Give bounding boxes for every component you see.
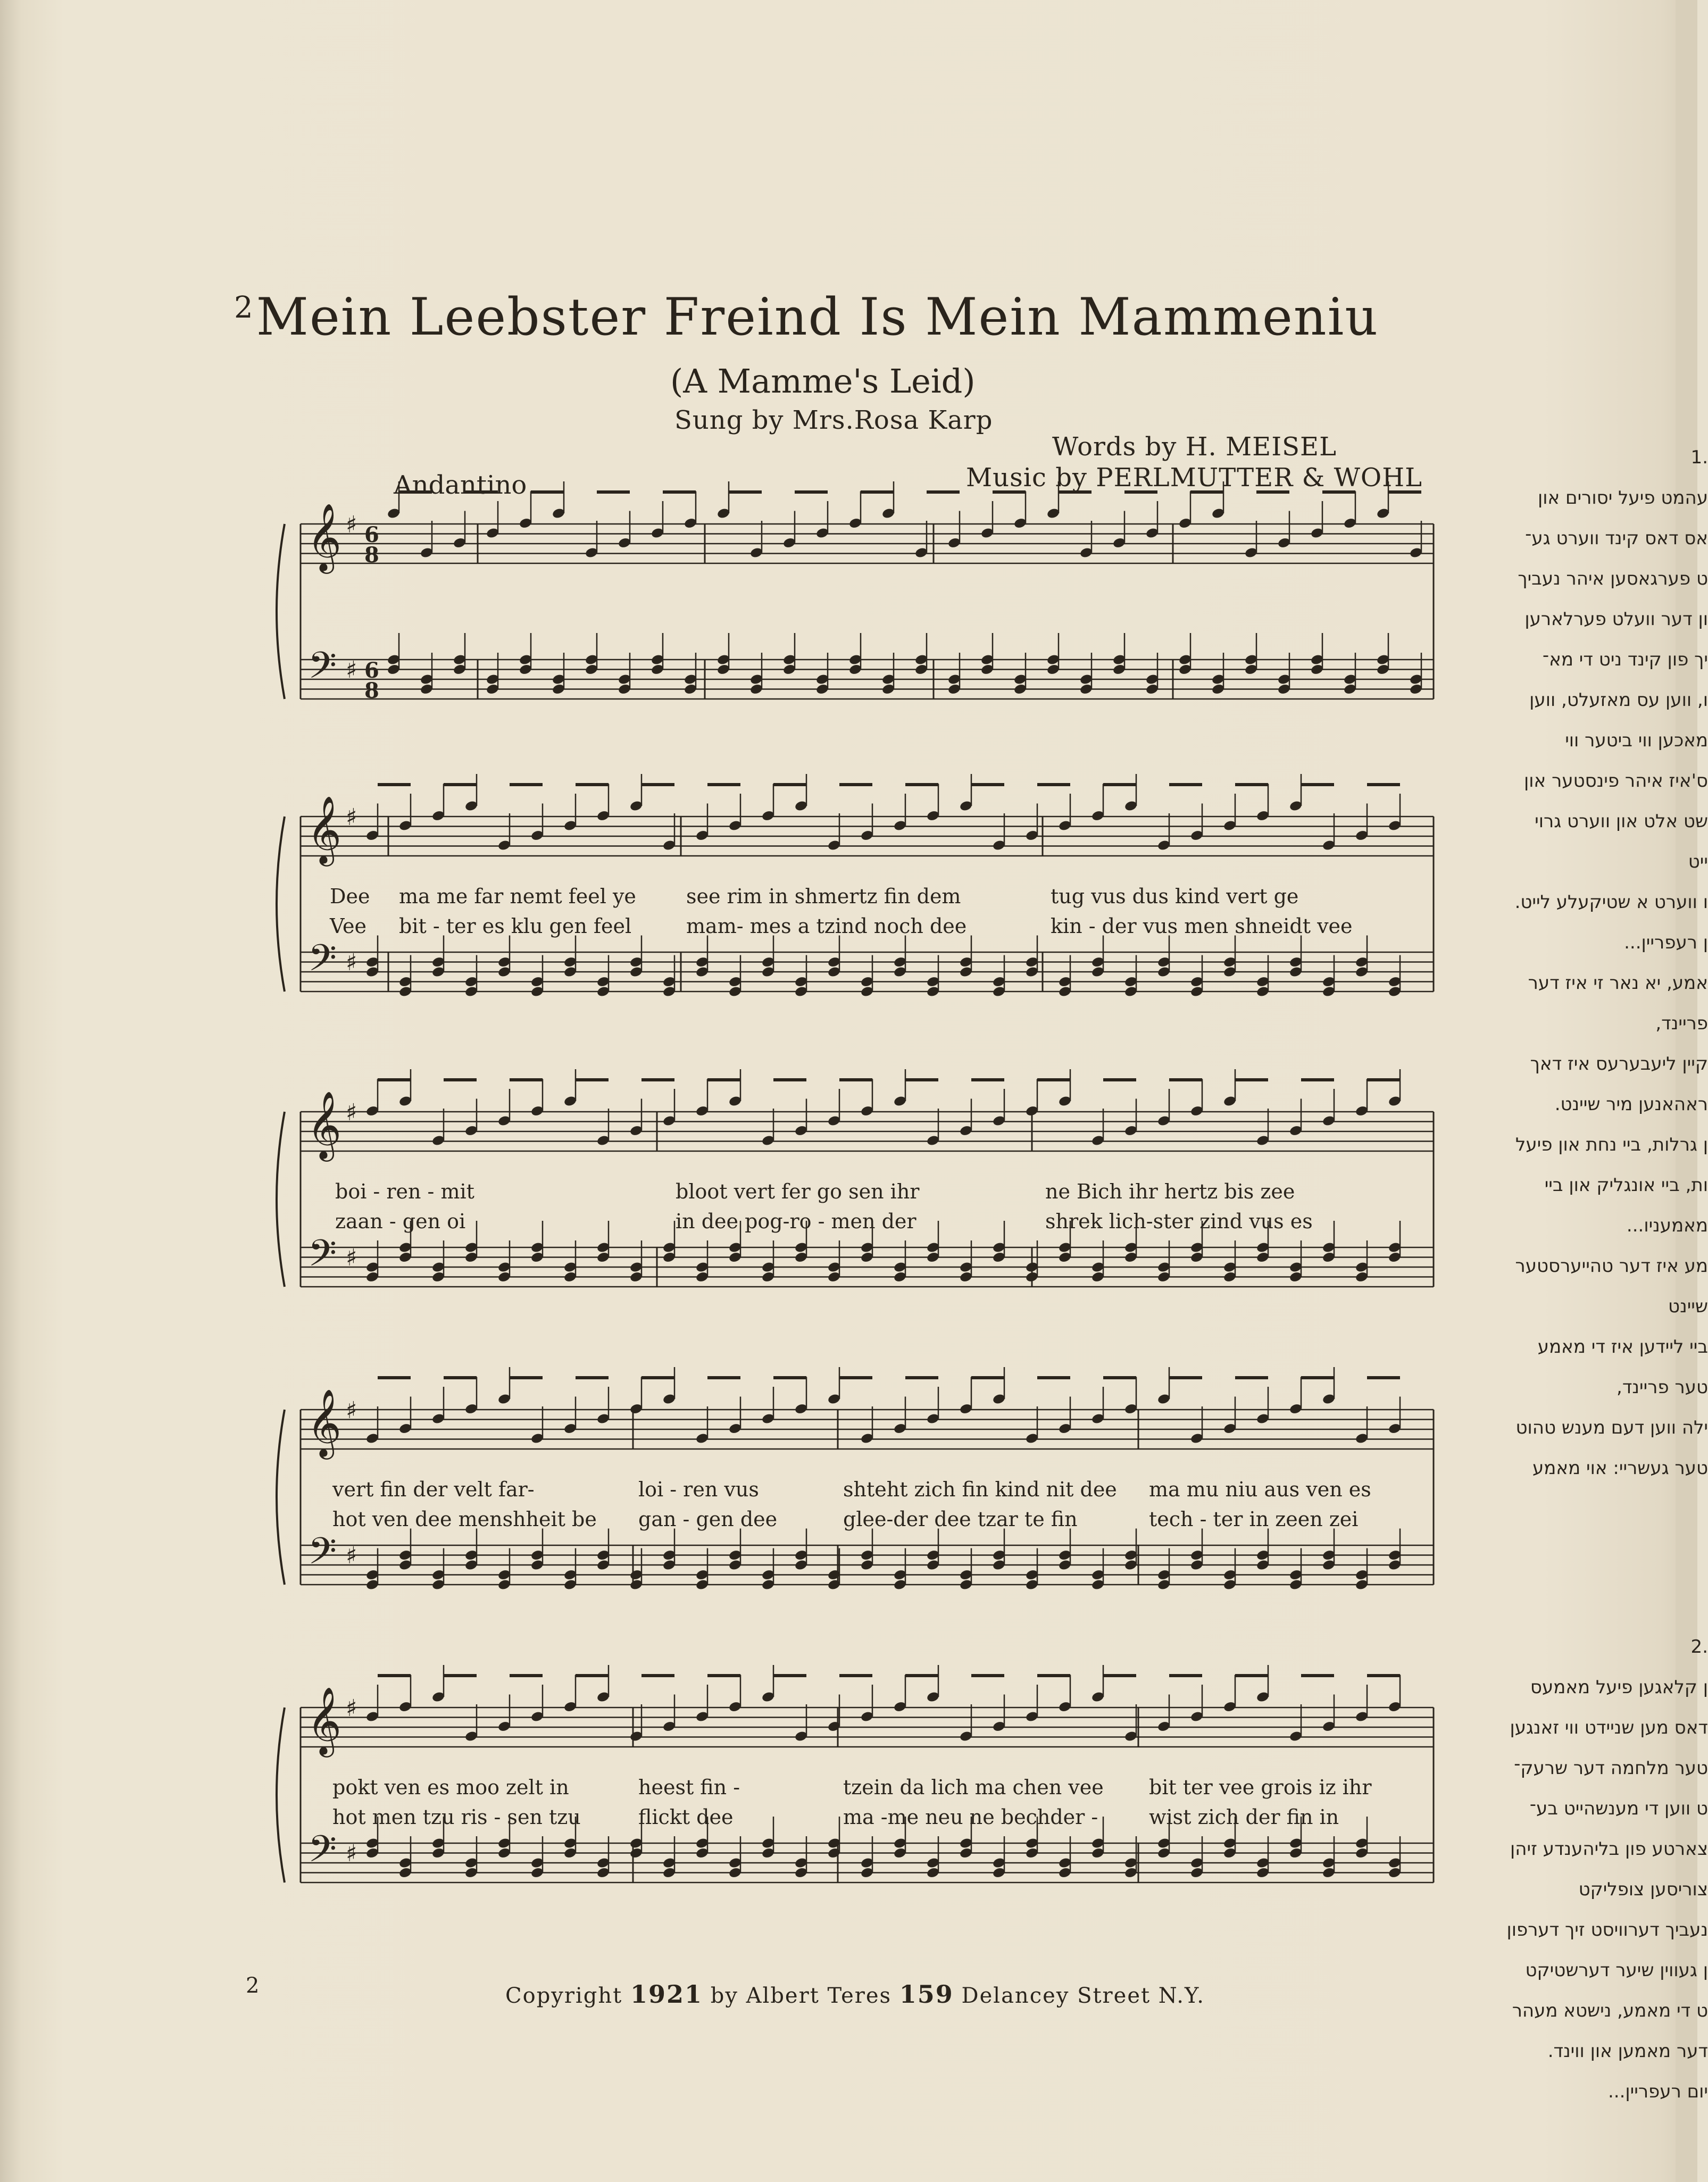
- bass-clef: 𝄢: [308, 1827, 337, 1879]
- key-signature-sharp: ♯: [346, 1244, 357, 1271]
- lyric-verse2-fragment: hot ven dee menshheit be: [332, 1508, 597, 1531]
- lyric-verse2-fragment: flickt dee: [638, 1805, 734, 1829]
- lyric-verse2-fragment: zaan - gen oi: [335, 1210, 466, 1233]
- treble-clef: 𝄞: [307, 795, 342, 863]
- hebrew-verse-line: טער פריינד,: [1617, 1377, 1708, 1398]
- brace: [277, 817, 285, 992]
- time-signature-bottom: 8: [364, 678, 379, 703]
- hebrew-verse-line: ט פערגאסען איהר נעביך: [1518, 568, 1708, 589]
- hebrew-verse-line: יום רעפריין...: [1607, 2081, 1708, 2102]
- hebrew-verse-line: טער מלחמה דער שרעק־: [1514, 1758, 1708, 1779]
- tempo-marking: Andantino: [394, 470, 527, 500]
- hebrew-verse-line: ילה ווען דעם מענש טהוט: [1515, 1417, 1708, 1438]
- lyric-verse1-fragment: boi - ren - mit: [335, 1180, 474, 1203]
- copyright-prefix: Copyright: [505, 1984, 623, 2008]
- hebrew-verse-line: צארטע פון בליהענדע זיהן: [1510, 1838, 1708, 1860]
- bass-clef: 𝄢: [308, 1529, 337, 1581]
- lyric-verse1-fragment: Dee: [330, 885, 370, 908]
- lyric-verse1-fragment: ne Bich ihr hertz bis zee: [1045, 1180, 1295, 1203]
- hebrew-verse-line: פריינד,: [1655, 1013, 1708, 1034]
- hebrew-verse-line: אמע, יא נאר זי איז דער: [1528, 972, 1708, 994]
- treble-clef: 𝄞: [307, 1388, 342, 1456]
- bass-clef: 𝄢: [308, 644, 337, 696]
- copyright-publisher: by Albert Teres: [710, 1984, 892, 2008]
- lyric-verse2-fragment: gan - gen dee: [638, 1508, 778, 1531]
- hebrew-verse-line: מאמעניו...: [1626, 1215, 1708, 1236]
- hebrew-verse-line: יך פון קינד ניט די מא־: [1542, 649, 1708, 670]
- hebrew-verse-line: .1: [1690, 447, 1708, 468]
- lyric-verse1-fragment: ma me far nemt feel ye: [399, 885, 636, 908]
- bass-clef: 𝄢: [308, 936, 337, 988]
- lyric-verse1-fragment: shteht zich fin kind nit dee: [843, 1478, 1117, 1501]
- copyright-street-number: 159: [899, 1980, 954, 2009]
- lyric-verse2-fragment: Vee: [330, 914, 366, 938]
- lyric-verse2-fragment: hot men tzu ris - sen tzu: [332, 1805, 581, 1829]
- hebrew-verse-line: מאכען ווי ביטער ווי: [1565, 730, 1708, 751]
- time-signature-top: 6: [364, 522, 379, 547]
- hebrew-verse-line: .2: [1690, 1636, 1708, 1658]
- lyric-verse1-fragment: bloot vert fer go sen ihr: [676, 1180, 920, 1203]
- time-signature-top: 6: [364, 658, 379, 683]
- hebrew-verse-line: ייט: [1688, 851, 1708, 872]
- title-text: Mein Leebster Freind Is Mein Mammeniu: [256, 287, 1379, 347]
- time-signature-bottom: 8: [364, 543, 379, 568]
- hebrew-verse-line: ביי ליידען איז די מאמע: [1537, 1336, 1708, 1357]
- hebrew-verse-line: ן קלאגען פיעל מאמעס: [1530, 1677, 1708, 1698]
- lyric-verse2-fragment: mam- mes a tzind noch dee: [686, 914, 967, 938]
- lyric-verse2-fragment: bit - ter es klu gen feel: [399, 914, 632, 938]
- key-signature-sharp: ♯: [346, 656, 357, 684]
- hebrew-verse-line: מע איז דער טהייערסטער: [1515, 1255, 1708, 1277]
- sung-by-credit: Sung by Mrs.Rosa Karp: [674, 405, 993, 435]
- brace: [277, 1112, 285, 1287]
- key-signature-sharp: ♯: [346, 1099, 357, 1126]
- lyric-verse1-fragment: see rim in shmertz fin dem: [686, 885, 961, 908]
- key-signature-sharp: ♯: [346, 1695, 357, 1722]
- lyric-verse1-fragment: pokt ven es moo zelt in: [332, 1776, 569, 1799]
- hebrew-verse-line: ראהאנען מיר שיינט.: [1554, 1094, 1708, 1115]
- lyric-verse2-fragment: kin - der vus men shneidt vee: [1051, 914, 1353, 938]
- hebrew-verse-line: אס דאס קינד ווערט גע־: [1525, 528, 1708, 549]
- lyric-verse2-fragment: in dee pog-ro - men der: [676, 1210, 917, 1233]
- bass-clef: 𝄢: [308, 1231, 337, 1284]
- lyric-verse2-fragment: wist zich der fin in: [1149, 1805, 1339, 1829]
- lyric-verse1-fragment: tzein da lich ma chen vee: [843, 1776, 1104, 1799]
- hebrew-verse-line: ן גרלות, ביי נחת און פיעל: [1515, 1134, 1708, 1155]
- lyric-verse1-fragment: tug vus dus kind vert ge: [1051, 885, 1299, 908]
- lyric-verse1-fragment: vert fin der velt far-: [332, 1478, 535, 1501]
- key-signature-sharp: ♯: [346, 511, 357, 538]
- hebrew-verse-line: ו ווערט א שטיקעלע לייט.: [1514, 892, 1708, 913]
- hebrew-verse-line: טער געשריי: אוי מאמע: [1532, 1458, 1708, 1479]
- words-credit: Words by H. MEISEL: [1052, 432, 1337, 462]
- hebrew-verse-line: דאס מען שניידט ווי זאנגען: [1510, 1717, 1708, 1738]
- treble-clef: 𝄞: [307, 1686, 342, 1754]
- copyright-year: 1921: [630, 1980, 703, 2009]
- hebrew-verse-line: צוריסען צופליקט: [1578, 1879, 1708, 1900]
- brace: [277, 1410, 285, 1585]
- lyric-verse2-fragment: tech - ter in zeen zei: [1149, 1508, 1359, 1531]
- title-number: 2: [234, 290, 254, 325]
- key-signature-sharp: ♯: [346, 1397, 357, 1424]
- hebrew-verse-line: דער מאמען און ווינד.: [1547, 2041, 1708, 2062]
- hebrew-verse-line: ן רעפריין...: [1624, 932, 1708, 953]
- key-signature-sharp: ♯: [346, 1840, 357, 1867]
- hebrew-verse-line: ט ווען די מענשהייט בע־: [1529, 1798, 1708, 1819]
- lyric-verse1-fragment: loi - ren vus: [638, 1478, 759, 1501]
- hebrew-verse-line: שט אלט און ווערט גרוי: [1535, 811, 1708, 832]
- hebrew-verse-line: שיינט: [1668, 1296, 1708, 1317]
- lyric-verse2-fragment: ma -me neu ne bechder -: [843, 1805, 1098, 1829]
- hebrew-verse-line: ון דער וועלט פערלארען: [1524, 609, 1708, 630]
- hebrew-verse-line: ט די מאמע, נישטא מעהר: [1512, 2000, 1708, 2021]
- hebrew-verse-line: ס'איז איהר פינסטער און: [1524, 770, 1708, 792]
- key-signature-sharp: ♯: [346, 804, 357, 831]
- brace: [277, 524, 285, 699]
- key-signature-sharp: ♯: [346, 949, 357, 976]
- hebrew-verse-line: ות, ביי אונגליק און ביי: [1544, 1175, 1708, 1196]
- hebrew-verse-line: נעביך דערוויסט זיך דערפון: [1506, 1919, 1708, 1941]
- song-subtitle: (A Mamme's Leid): [670, 362, 976, 401]
- copyright-line: [505, 1980, 1205, 2009]
- brace: [277, 1708, 285, 1883]
- lyric-verse1-fragment: bit ter vee grois iz ihr: [1149, 1776, 1372, 1799]
- hebrew-verse-line: ן געווין שיער דערשטיקט: [1525, 1960, 1708, 1981]
- key-signature-sharp: ♯: [346, 1542, 357, 1569]
- hebrew-verse-line: עהמט פיעל יסורים און: [1537, 487, 1708, 509]
- treble-clef: 𝄞: [307, 503, 342, 571]
- music-credit: Music by PERLMUTTER & WOHL: [966, 463, 1423, 493]
- hebrew-verse-line: ו, ווען עס מאזעלט, ווען: [1529, 689, 1708, 711]
- lyric-verse2-fragment: glee-der dee tzar te fin: [843, 1508, 1078, 1531]
- lyric-verse1-fragment: ma mu niu aus ven es: [1149, 1478, 1371, 1501]
- page-number: 2: [246, 1973, 260, 1998]
- copyright-address: Delancey Street N.Y.: [961, 1984, 1205, 2008]
- hebrew-verse-line: קיין ליעבערעס איז דאך: [1530, 1053, 1708, 1075]
- lyric-verse2-fragment: shrek lich-ster zind vus es: [1045, 1210, 1313, 1233]
- treble-clef: 𝄞: [307, 1090, 342, 1159]
- lyric-verse1-fragment: heest fin -: [638, 1776, 740, 1799]
